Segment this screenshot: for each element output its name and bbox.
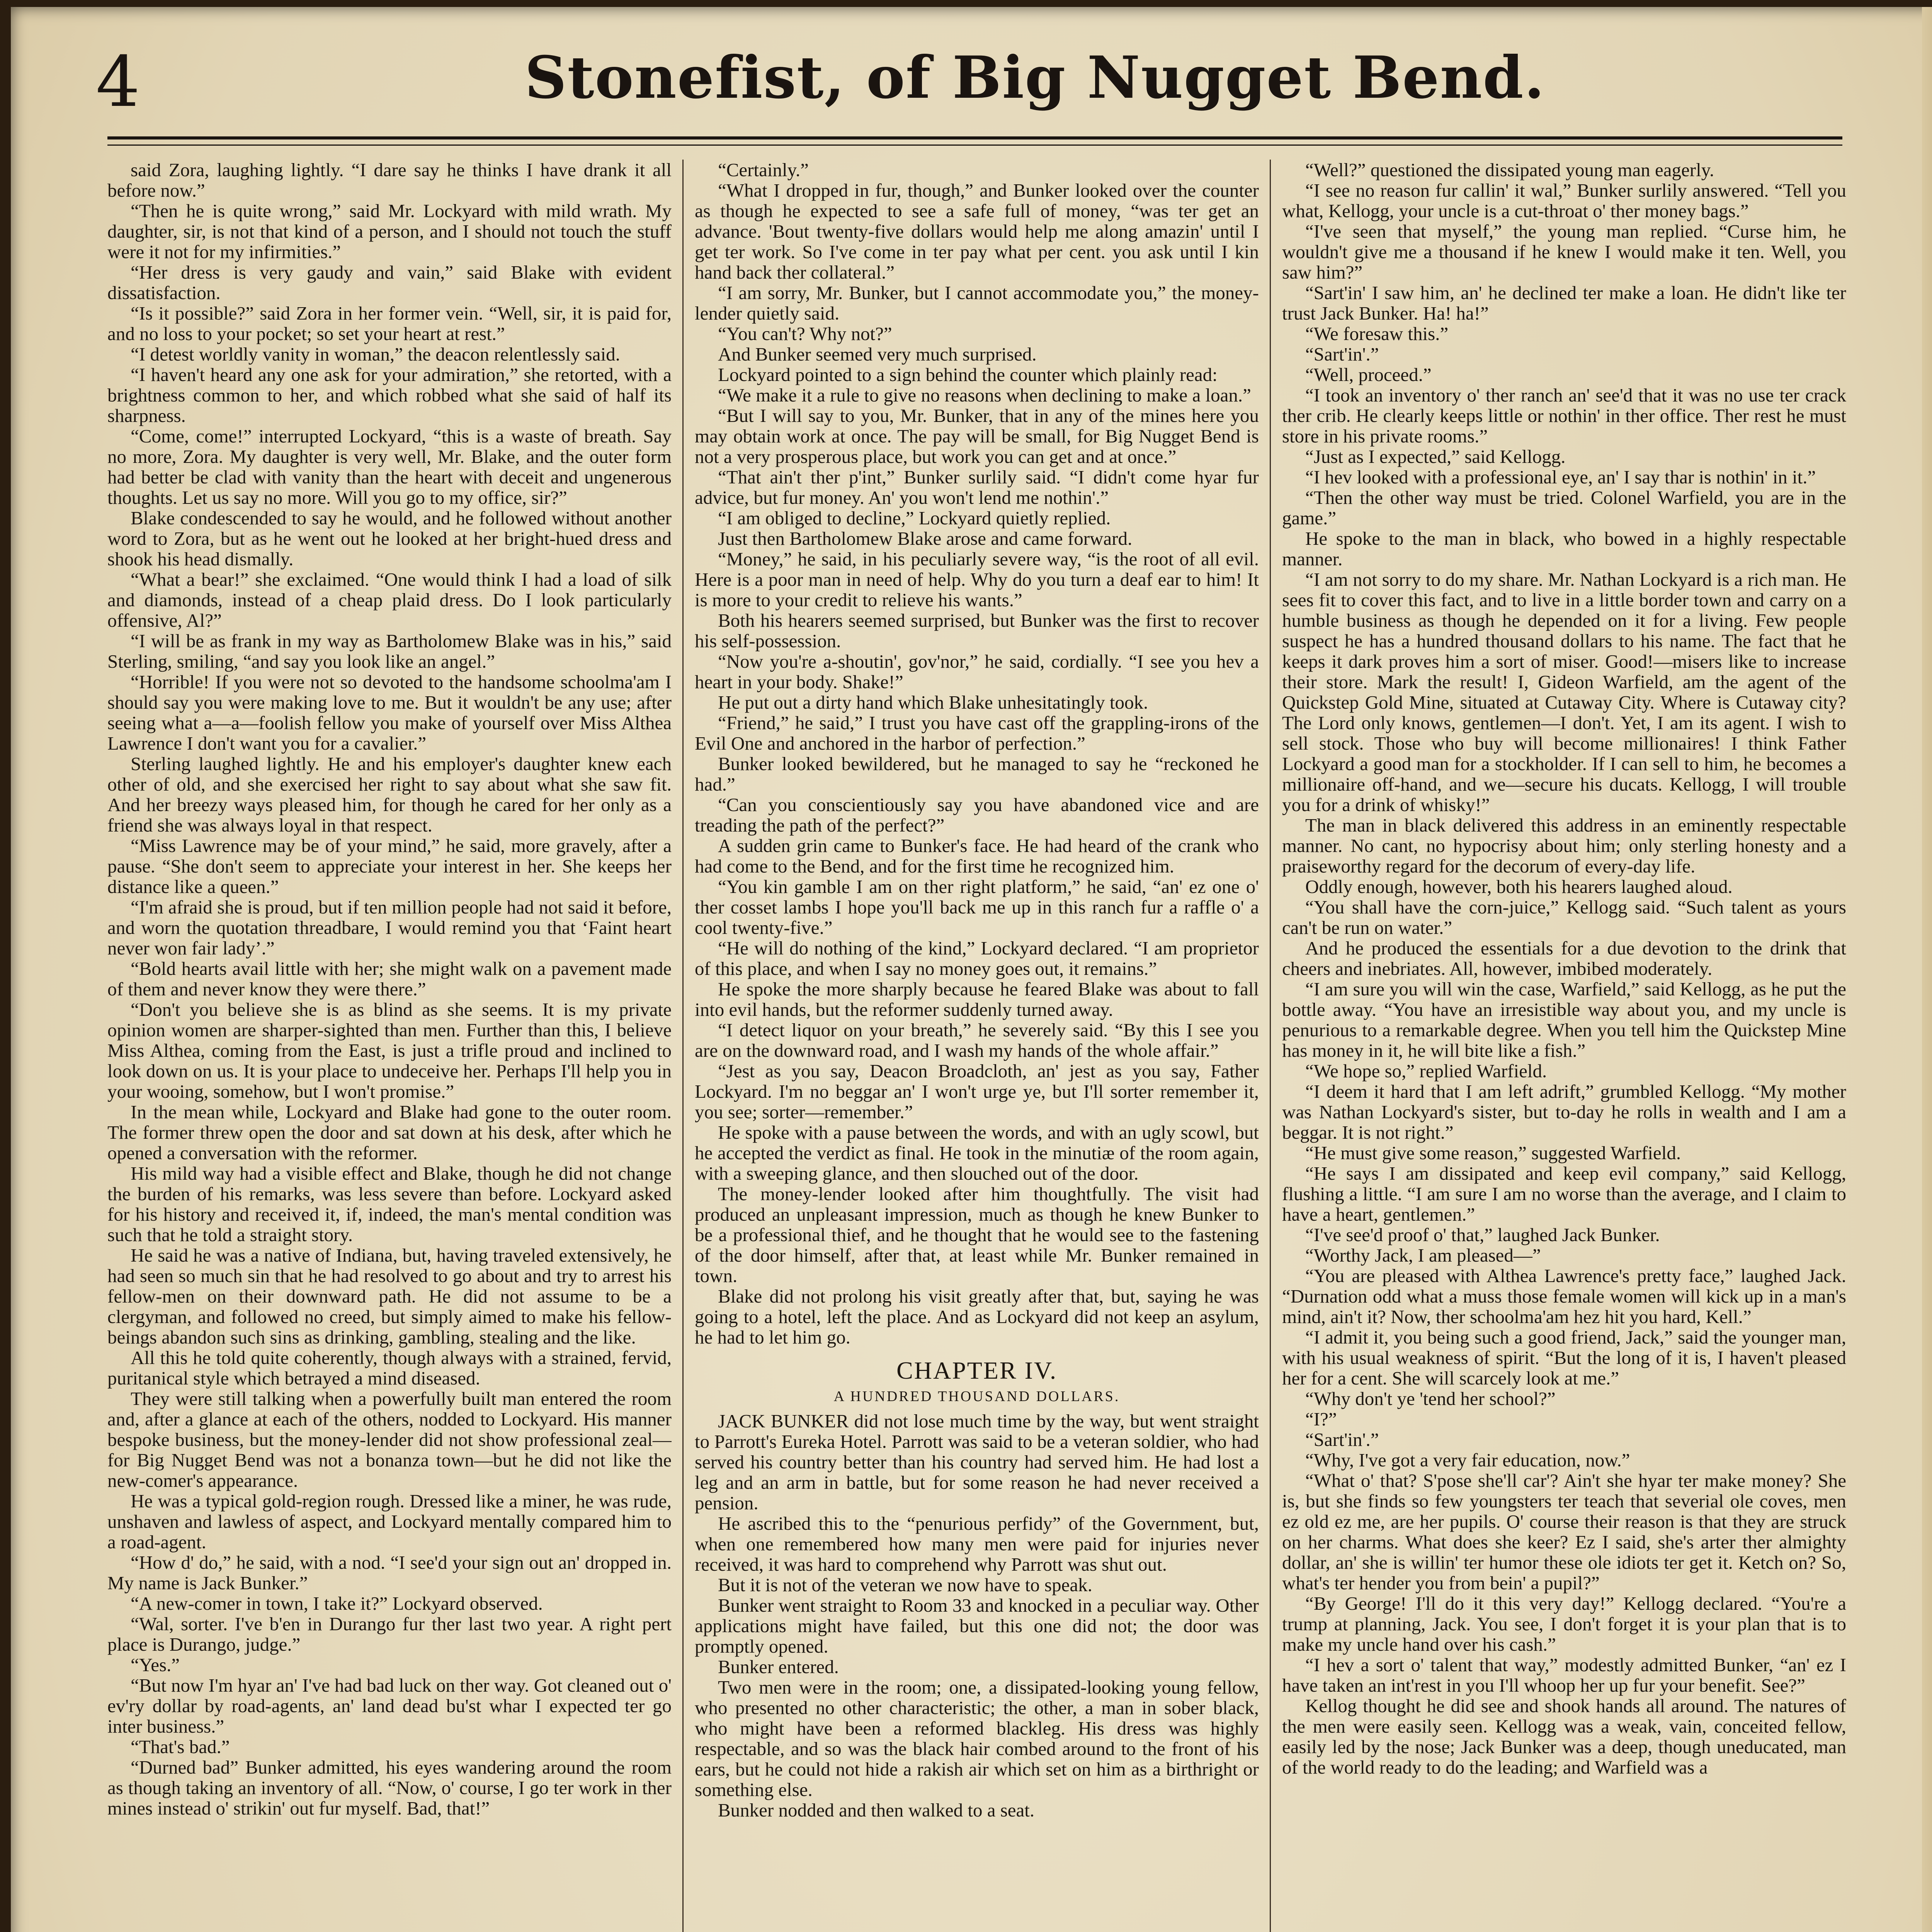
paragraph: “Horrible! If you were not so devoted to the handsome schoolma'am I should say you were making love to me. But it wouldn't be any use; after seeing what a—a—foolish fellow you make of yourself over Miss Althea Lawrence I don't want you for a cavalier.” <box>107 671 672 754</box>
paragraph: Both his hearers seemed surprised, but Bunker was the first to recover his self-possession. <box>695 610 1259 651</box>
paragraph: And he produced the essentials for a due devotion to the drink that cheers and inebriates. All, however, imbibed moderately. <box>1282 937 1846 979</box>
paragraph: “Sart'in'.” <box>1305 344 1379 365</box>
paragraph: “But I will say to you, Mr. Bunker, that in any of the mines here you may obtain work at once. The pay will be small, for Big Nugget Bend is not a very prosperous place, but work you can get and at once.” <box>695 405 1259 467</box>
paragraph: Just then Bartholomew Blake arose and came forward. <box>718 528 1133 549</box>
paragraph: “Friend,” he said,” I trust you have cast off the grappling-irons of the Evil One and anchored in the harbor of perfection.” <box>695 712 1259 754</box>
paragraph: “Well?” questioned the dissipated young man eagerly. <box>1305 160 1714 180</box>
paragraph: Two men were in the room; one, a dissipated-looking young fellow, who presented no other characteristic; the other, a man in sober black, who might have been a reformed blackleg. His dress was highly respectable, and so was the black hair combed around to the front of his ears, but he could not hide a rakish air which set on him as a birthright or something else. <box>695 1677 1259 1800</box>
paragraph: Bunker looked bewildered, but he managed to say he “reckoned he had.” <box>695 753 1259 795</box>
paragraph: Blake condescended to say he would, and he followed without another word to Zora, but as he went out he looked at her bright-hued dress and shook his head dismally. <box>107 507 672 570</box>
paragraph: “Don't you believe she is as blind as she seems. It is my private opinion women are sharper-sighted than men. Further than this, I believe Miss Althea, coming from the East, is just a trifle proud and inclined to look down on us. It is your place to undeceive her. Perhaps I'll help you in your wooing, somehow, but I won't promise.” <box>107 999 672 1102</box>
newspaper-page <box>11 7 1932 1932</box>
paragraph: But it is not of the veteran we now have to speak. <box>718 1574 1092 1595</box>
paragraph: “I am sure you will win the case, Warfield,” said Kellogg, as he put the bottle away. “You have an irresistible way about you, and my uncle is penurious to a remarkable degree. When you tell him the Quickstep Mine has money in it, he will bite like a fish.” <box>1282 978 1846 1061</box>
paragraph: All this he told quite coherently, though always with a strained, fervid, puritanical style which betrayed a mind diseased. <box>107 1347 672 1389</box>
paragraph: “I haven't heard any one ask for your admiration,” she retorted, with a brightness common to her, and which robbed what she said of half its sharpness. <box>107 364 672 426</box>
paragraph: “I've see'd proof o' that,” laughed Jack Bunker. <box>1305 1224 1660 1245</box>
paragraph: “He will do nothing of the kind,” Lockyard declared. “I am proprietor of this place, and when I say no money goes out, it remains.” <box>695 937 1259 979</box>
paragraph: “I took an inventory o' ther ranch an' see'd that it was no use ter crack ther crib. He clearly keeps little or nothin' in ther office. Ther rest he must store in his private rooms.” <box>1282 384 1846 447</box>
header-rule-thin <box>107 145 1842 146</box>
paragraph: “Well, proceed.” <box>1305 364 1432 385</box>
paragraph: Sterling laughed lightly. He and his employer's daughter knew each other of old, and she exercised her right to say about what she saw fit. And her breezy ways pleased him, for though he cared for her only as a friend she was always loyal in that respect. <box>107 753 672 836</box>
paragraph: “I detest worldly vanity in woman,” the deacon relentlessly said. <box>131 344 620 365</box>
paragraph: “A new-comer in town, I take it?” Lockyard observed. <box>131 1593 543 1614</box>
paragraph: “Yes.” <box>131 1654 180 1675</box>
page-edge <box>1922 7 1932 1932</box>
paragraph: “I hev looked with a professional eye, an' I say thar is nothin' in it.” <box>1305 466 1816 488</box>
paragraph: “What a bear!” she exclaimed. “One would think I had a load of silk and diamonds, instead of a cheap plaid dress. Do I look particularly offensive, Al?” <box>107 569 672 631</box>
paragraph: The money-lender looked after him thoughtfully. The visit had produced an unpleasant impression, much as though he knew Bunker to be a professional thief, and he thought that he would see to the fastening of the door himself, after that, at least while Mr. Bunker remained in town. <box>695 1183 1259 1286</box>
paragraph: He was a typical gold-region rough. Dressed like a miner, he was rude, unshaven and lawless of aspect, and Lockyard mentally compared him to a road-agent. <box>107 1490 672 1553</box>
paragraph: “We hope so,” replied Warfield. <box>1305 1060 1547 1082</box>
text-column-1 <box>107 160 672 1932</box>
paragraph: “Worthy Jack, I am pleased—” <box>1305 1245 1541 1266</box>
paragraph: “Now you're a-shoutin', gov'nor,” he said, cordially. “I see you hev a heart in your body. Shake!” <box>695 651 1259 692</box>
paragraph: His mild way had a visible effect and Blake, though he did not change the burden of his remarks, was less severe than before. Lockyard asked for his history and received it, if, indeed, the man's mental condition was such that he told a straight story. <box>107 1163 672 1245</box>
paragraph: “I will be as frank in my way as Bartholomew Blake was in his,” said Sterling, smiling, “and say you look like an angel.” <box>107 630 672 672</box>
paragraph: “Miss Lawrence may be of your mind,” he said, more gravely, after a pause. “She don't seem to appreciate your interest in her. She keeps her distance like a queen.” <box>107 835 672 897</box>
paragraph: “He must give some reason,” suggested Warfield. <box>1305 1142 1681 1163</box>
paragraph: “Her dress is very gaudy and vain,” said Blake with evident dissatisfaction. <box>107 262 672 303</box>
paragraph: And Bunker seemed very much surprised. <box>718 344 1037 365</box>
paragraph: “Why don't ye 'tend her school?” <box>1305 1388 1556 1409</box>
paragraph: A sudden grin came to Bunker's face. He had heard of the crank who had come to the Bend, and for the first time he recognized him. <box>695 835 1259 877</box>
paragraph: “Durned bad” Bunker admitted, his eyes wandering around the room as though taking an inventory of all. “Now, o' course, I go ter work in ther mines instead o' strikin' out fur myself. Bad, that!” <box>107 1757 672 1819</box>
paragraph: “You shall have the corn-juice,” Kellogg said. “Such talent as yours can't be run on water.” <box>1282 896 1846 938</box>
chapter-subheading: A HUNDRED THOUSAND DOLLARS. <box>833 1388 1120 1405</box>
paragraph: “I hev a sort o' talent that way,” modestly admitted Bunker, “an' ez I have taken an int'rest in you I'll whoop her up fur your benefit. See?” <box>1282 1654 1846 1696</box>
paragraph: Bunker entered. <box>718 1656 839 1677</box>
paragraph: “We make it a rule to give no reasons when declining to make a loan.” <box>718 384 1251 406</box>
paragraph: “Sart'in' I saw him, an' he declined ter make a loan. He didn't like ter trust Jack Bunker. Ha! ha!” <box>1282 282 1846 324</box>
paragraph: “I deem it hard that I am left adrift,” grumbled Kellogg. “My mother was Nathan Lockyard's sister, but to-day he rolls in wealth and I am a beggar. It is not right.” <box>1282 1081 1846 1143</box>
paragraph: “Then the other way must be tried. Colonel Warfield, you are in the game.” <box>1282 487 1846 529</box>
paragraph: Oddly enough, however, both his hearers laughed aloud. <box>1305 876 1733 897</box>
paragraph: In the mean while, Lockyard and Blake had gone to the outer room. The former threw open the door and sat down at his desk, after which he opened a conversation with the reformer. <box>107 1101 672 1163</box>
paragraph: “But now I'm hyar an' I've had bad luck on ther way. Got cleaned out o' ev'ry dollar by road-agents, an' land dead bu'st whar I expected ter go inter business.” <box>107 1675 672 1737</box>
paragraph: “We foresaw this.” <box>1305 323 1449 344</box>
paragraph: “Bold hearts avail little with her; she might walk on a pavement made of them and never know they were there.” <box>107 958 672 1000</box>
paragraph: “Just as I expected,” said Kellogg. <box>1305 446 1566 467</box>
page-number: 4 <box>96 42 140 122</box>
paragraph: “Why, I've got a very fair education, now.” <box>1305 1449 1630 1471</box>
paragraph: “Come, come!” interrupted Lockyard, “this is a waste of breath. Say no more, Zora. My daughter is very well, Mr. Blake, and the outer form had better be clad with vanity than the heart with deceit and ungenerous thoughts. Let us say no more. Will you go to my office, sir?” <box>107 425 672 508</box>
paragraph: JACK BUNKER did not lose much time by the way, but went straight to Parrott's Eureka Hotel. Parrott was said to be a veteran soldier, who had served his country better than his country had served him. He had lost a leg and an arm in battle, but for some reason he had never received a pension. <box>695 1410 1259 1514</box>
paragraph: “Sart'in'.” <box>1305 1429 1379 1450</box>
column-divider <box>682 160 684 1932</box>
paragraph: Kellog thought he did see and shook hands all around. The natures of the men were easily seen. Kellogg was a weak, vain, conceited fellow, easily led by the nose; Jack Bunker was a deep, though uneducated, man of the world ready to do the leading; and Warfield was a <box>1282 1695 1846 1778</box>
paragraph: They were still talking when a powerfully built man entered the room and, after a glance at each of the others, nodded to Lockyard. His manner bespoke business, but the money-lender did not show professional zeal—for Big Nugget Bend was not a bonanza town—but he did not like the new-comer's appearance. <box>107 1388 672 1491</box>
paragraph: “I admit it, you being such a good friend, Jack,” said the younger man, with his usual weakness of spirit. “But the long of it is, I haven't pleased her for a cent. She will scarcely look at me.” <box>1282 1327 1846 1389</box>
paragraph: He said he was a native of Indiana, but, having traveled extensively, he had seen so much sin that he had resolved to go about and try to arrest his fellow-men on their downward path. He did not assume to be a clergyman, and followed no creed, but simply aimed to make his fellow-beings abandon such sins as drinking, gambling, stealing and the like. <box>107 1245 672 1348</box>
paragraph: “Money,” he said, in his peculiarly severe way, “is the root of all evil. Here is a poor man in need of help. Why do you turn a deaf ear to him! It is more to your credit to relieve his wants.” <box>695 548 1259 611</box>
paragraph: “That's bad.” <box>131 1736 230 1757</box>
paragraph: “I've seen that myself,” the young man replied. “Curse him, he wouldn't give me a thousand if he knew I would make it ten. Well, you saw him?” <box>1282 221 1846 283</box>
paragraph: said Zora, laughing lightly. “I dare say he thinks I have drank it all before now.” <box>107 160 672 201</box>
paragraph: Lockyard pointed to a sign behind the counter which plainly read: <box>718 364 1218 385</box>
paragraph: “Can you conscientiously say you have abandoned vice and are treading the path of the perfect?” <box>695 794 1259 836</box>
paragraph: “You can't? Why not?” <box>718 323 892 344</box>
paragraph: “Certainly.” <box>718 160 809 180</box>
paragraph: “What o' that? S'pose she'll car'? Ain't she hyar ter make money? She is, but she finds so few youngsters ter teach that severial ole coves, men ez old ez me, are her pupils. O' course their reason is that they are struck on her charms. What does she keer? Ez I said, she's arter ther almighty dollar, an' she is willin' ter humor these ole idiots ter get it. Ketch on? So, what's ter hender you from bein' a pupil?” <box>1282 1470 1846 1594</box>
paragraph: “Wal, sorter. I've b'en in Durango fur ther last two year. A right pert place is Durango, judge.” <box>107 1613 672 1655</box>
paragraph: Bunker went straight to Room 33 and knocked in a peculiar way. Other applications might have failed, but this one did not; the door was promptly opened. <box>695 1595 1259 1657</box>
paragraph: “He says I am dissipated and keep evil company,” said Kellogg, flushing a little. “I am sure I am no worse than the average, and I claim to have a heart, gentlemen.” <box>1282 1163 1846 1225</box>
paragraph: “I am not sorry to do my share. Mr. Nathan Lockyard is a rich man. He sees fit to cover this fact, and to live in a little border town and carry on a humble business as though he depended on it for a living. Few people suspect he has a hundred thousand dollars to his name. The fact that he keeps it dark proves him a sort of miser. Good!—misers like to increase their store. Mark the result! I, Gideon Warfield, am the agent of the Quickstep Gold Mine, situated at Cutaway City. Where is Cutaway city? The Lord only knows, gentlemen—I don't. Yet, I am its agent. I wish to sell stock. Those who buy will become millionaires! I think Father Lockyard a good man for a stockholder. If I can sell to him, he becomes a millionaire off-hand, and we—secure his ducats. Kellogg, I will trouble you for a drink of whisky!” <box>1282 569 1846 815</box>
paragraph: “I see no reason fur callin' it wal,” Bunker surlily answered. “Tell you what, Kellogg, your uncle is a cut-throat o' ther money bags.” <box>1282 180 1846 221</box>
header-rule <box>107 136 1842 139</box>
paragraph: “How d' do,” he said, with a nod. “I see'd your sign out an' dropped in. My name is Jack Bunker.” <box>107 1552 672 1594</box>
paragraph: He spoke with a pause between the words, and with an ugly scowl, but he accepted the verdict as final. He took in the minutiæ of the room again, with a sweeping glance, and then slouched out of the door. <box>695 1122 1259 1184</box>
paragraph: “I?” <box>1305 1408 1337 1430</box>
paragraph: Bunker nodded and then walked to a seat. <box>718 1799 1035 1821</box>
text-column-2 <box>695 160 1259 1932</box>
paragraph: “Is it possible?” said Zora in her former vein. “Well, sir, it is paid for, and no loss to your pocket; so set your heart at rest.” <box>107 303 672 344</box>
paragraph: He ascribed this to the “penurious perfidy” of the Government, but, when one remembered how many men were paid for injuries never received, it was hard to comprehend why Parrott was shut out. <box>695 1513 1259 1575</box>
paragraph: Blake did not prolong his visit greatly after that, but, saying he was going to a hotel, left the place. And as Lockyard did not keep an asylum, he had to let him go. <box>695 1286 1259 1348</box>
paragraph: “Then he is quite wrong,” said Mr. Lockyard with mild wrath. My daughter, sir, is not that kind of a person, and I should not touch the stuff were it not for my infirmities.” <box>107 200 672 262</box>
paragraph: “Jest as you say, Deacon Broadcloth, an' jest as you say, Father Lockyard. I'm no beggar an' I won't urge ye, but I'll sorter remember it, you see; sorter—remember.” <box>695 1060 1259 1122</box>
paragraph: “You are pleased with Althea Lawrence's pretty face,” laughed Jack. “Durnation odd what a muss those female women will kick up in a man's mind, ain't it? Now, ther schoolma'am hez hit you hard, Kell.” <box>1282 1265 1846 1327</box>
paragraph: He spoke to the man in black, who bowed in a highly respectable manner. <box>1282 528 1846 570</box>
paragraph: “I am obliged to decline,” Lockyard quietly replied. <box>718 507 1111 529</box>
paragraph: “What I dropped in fur, though,” and Bunker looked over the counter as though he expected to see a safe full of money, “was ter get an advance. 'Bout twenty-five dollars would help me along amazin' until I get ter work. So I've come in ter pay what per cent. you ask until I kin hand back ther collateral.” <box>695 180 1259 283</box>
running-title: Stonefist, of Big Nugget Bend. <box>525 44 1545 112</box>
paragraph: “You kin gamble I am on ther right platform,” he said, “an' ez one o' ther cosset lambs I hope you'll back me up in this ranch fur a raffle o' a cool twenty-five.” <box>695 876 1259 938</box>
paragraph: “That ain't ther p'int,” Bunker surlily said. “I didn't come hyar fur advice, but fur money. An' you won't lend me nothin'.” <box>695 466 1259 508</box>
paragraph: “I'm afraid she is proud, but if ten million people had not said it before, and worn the quotation threadbare, I would remind you that ‘Faint heart never won fair lady’.” <box>107 896 672 959</box>
paragraph: The man in black delivered this address in an eminently respectable manner. No cant, no hypocrisy about him; only sterling honesty and a praiseworthy regard for the decorum of every-day life. <box>1282 815 1846 877</box>
chapter-heading: CHAPTER IV. <box>896 1357 1057 1384</box>
paragraph: He spoke the more sharply because he feared Blake was about to fall into evil hands, but the reformer suddenly turned away. <box>695 978 1259 1020</box>
column-divider <box>1270 160 1271 1932</box>
paragraph: “I am sorry, Mr. Bunker, but I cannot accommodate you,” the money-lender quietly said. <box>695 282 1259 324</box>
paragraph: “By George! I'll do it this very day!” Kellogg declared. “You're a trump at planning, Jack. You see, I don't forget it is your plan that is to make my uncle hand over his cash.” <box>1282 1593 1846 1655</box>
paragraph: “I detect liquor on your breath,” he severely said. “By this I see you are on the downward road, and I wash my hands of the whole affair.” <box>695 1019 1259 1061</box>
paragraph: He put out a dirty hand which Blake unhesitatingly took. <box>718 692 1148 713</box>
text-column-3 <box>1282 160 1846 1932</box>
